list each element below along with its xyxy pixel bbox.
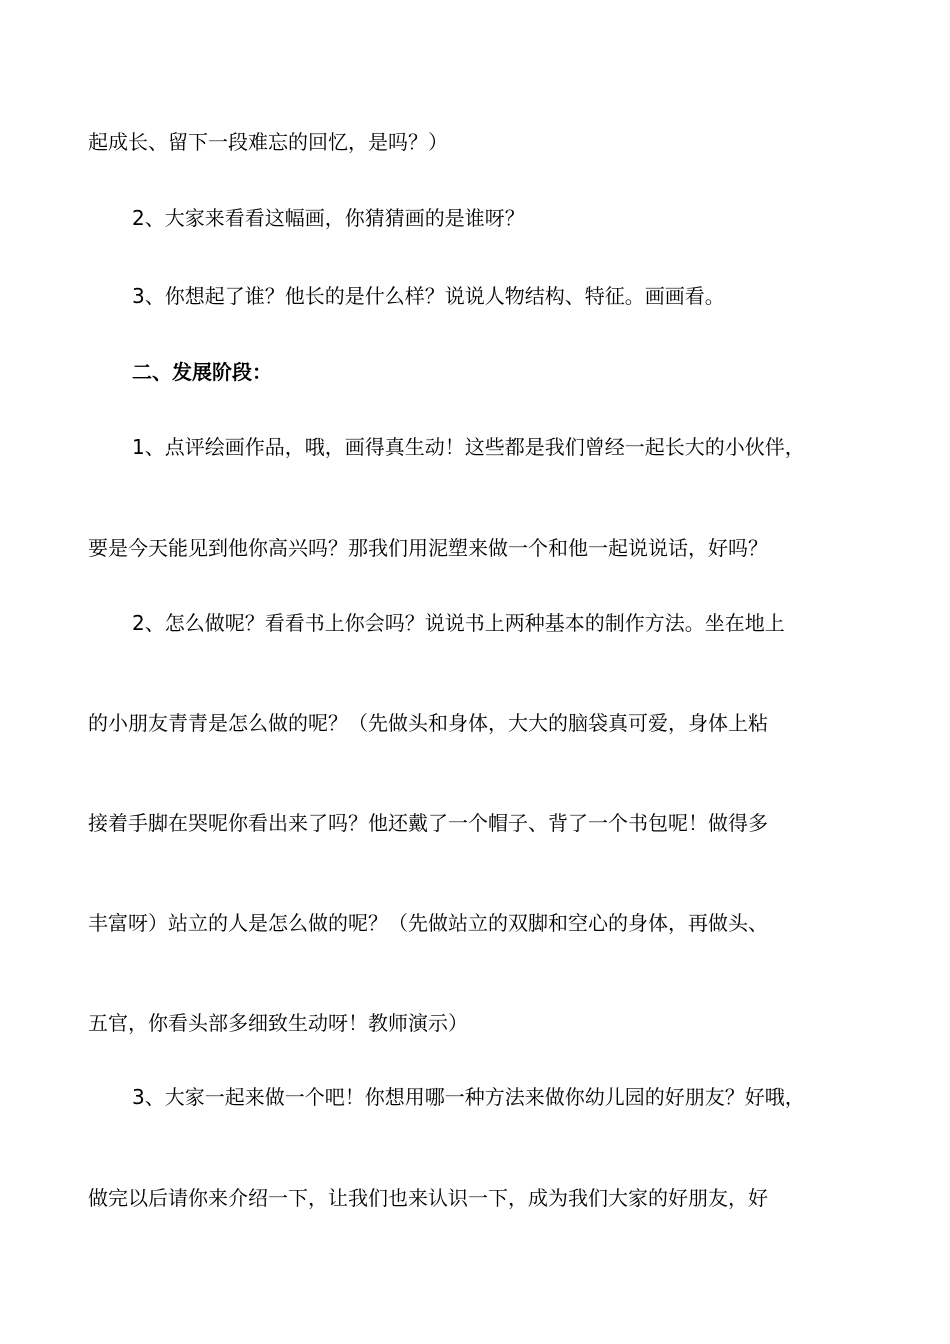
section-heading: 二、发展阶段：	[132, 360, 272, 384]
text-line: 要是今天能见到他你高兴吗？那我们用泥塑来做一个和他一起说说话，好吗？	[88, 536, 768, 560]
text-line: 接着手脚在哭呢你看出来了吗？他还戴了一个帽子、背了一个书包呢！做得多	[88, 811, 768, 835]
text-line: 五官，你看头部多细致生动呀！教师演示）	[88, 1011, 468, 1035]
text-line: 2、怎么做呢？看看书上你会吗？说说书上两种基本的制作方法。坐在地上	[132, 611, 785, 635]
text-line: 3、你想起了谁？他长的是什么样？说说人物结构、特征。画画看。	[132, 284, 725, 308]
text-line: 3、大家一起来做一个吧！你想用哪一种方法来做你幼儿园的好朋友？好哦，	[132, 1085, 805, 1109]
text-line: 起成长、留下一段难忘的回忆，是吗？）	[88, 130, 448, 154]
text-line: 1、点评绘画作品，哦，画得真生动！这些都是我们曾经一起长大的小伙伴，	[132, 435, 805, 459]
text-line: 丰富呀）站立的人是怎么做的呢？（先做站立的双脚和空心的身体，再做头、	[88, 911, 768, 935]
text-line: 的小朋友青青是怎么做的呢？（先做头和身体，大大的脑袋真可爱，身体上粘	[88, 711, 768, 735]
text-line: 做完以后请你来介绍一下，让我们也来认识一下，成为我们大家的好朋友，好	[88, 1186, 768, 1210]
text-line: 2、大家来看看这幅画，你猜猜画的是谁呀？	[132, 206, 525, 230]
